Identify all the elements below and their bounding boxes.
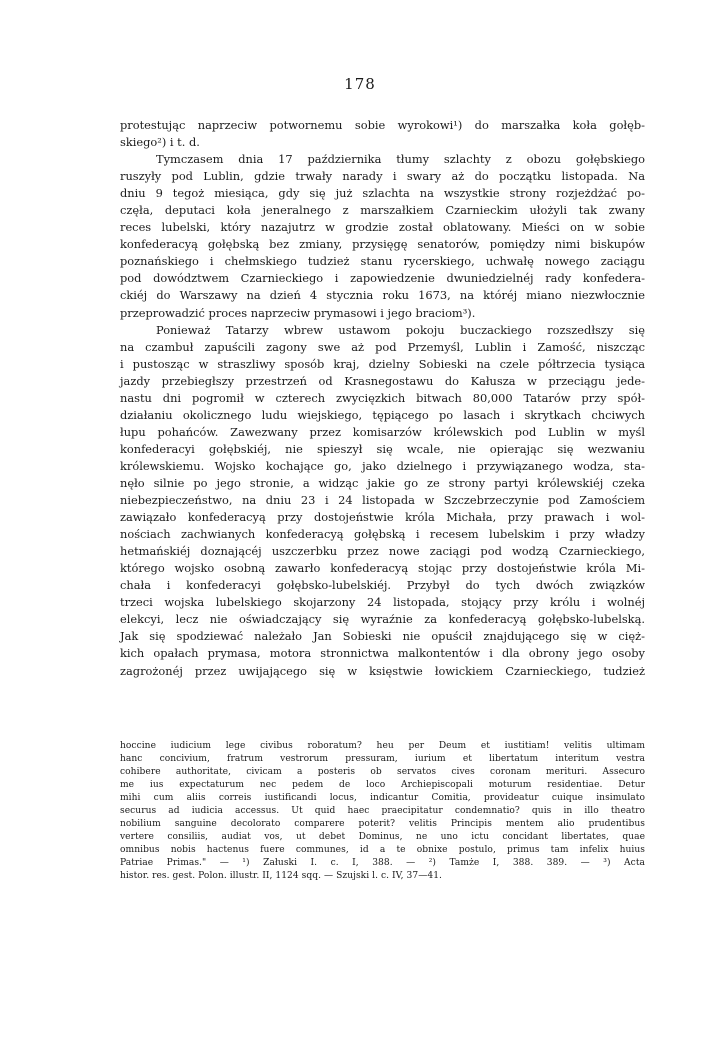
- text-line: Tymczasem dnia 17 października tłumy szlachty z obozu gołębskiego: [156, 152, 645, 167]
- text-line: jazdy przebiegłszy przestrzeń od Krasnegostawu do Kałusza w przeciągu jede-: [120, 373, 645, 388]
- text-line: i pustosząc w straszliwy sposób kraj, dzielny Sobieski na czele półtrzecia tysiąca: [120, 356, 645, 371]
- text-line: reces lubelski, który nazajutrz w grodzie został oblatowany. Mieści on w sobie: [120, 220, 645, 235]
- text-line: ruszyły pod Lublin, gdzie trwały narady i swary aż do początku listopada. Na: [120, 169, 645, 184]
- text-line: poznańskiego i chełmskiego tudzież stanu rycerskiego, uchwałę nowego zaciągu: [120, 254, 645, 269]
- body-text: [120, 117, 645, 680]
- text-line: zawiązało konfederacyą przy dostojeństwie króla Michała, przy prawach i wol-: [120, 510, 645, 525]
- text-line: działaniu okolicznego ludu wiejskiego, tępiącego po lasach i skrytkach chciwych: [120, 407, 645, 422]
- text-line: elekcyi, lecz nie oświadczający się wyraźnie za konfederacyą gołębsko-lubelską.: [120, 612, 645, 627]
- footnote-line: mihi cum aliis correis iustificandi locus, indicantur Comitia, provideatur cuique insimulato: [120, 793, 645, 803]
- footnote-line: Patriae Primas." — ¹) Załuski I. c. I, 388. — ²) Tamże I, 388. 389. — ³) Acta: [120, 858, 645, 868]
- text-line: na czambuł zapuścili zagony swe aż pod Przemyśl, Lublin i Zamość, niszcząc: [120, 339, 645, 354]
- footnote-line: securus ad iudicia accessus. Ut quid haec praecipitatur condemnatio? quis in illo theatro: [120, 806, 645, 816]
- text-line: którego wojsko osobną zawarło konfederacyą stojąc przy dostojeństwie króla Mi-: [120, 561, 645, 576]
- text-line: ckiéj do Warszawy na dzień 4 stycznia roku 1673, na któréj miano niezwłocznie: [120, 288, 645, 303]
- footnote-line: me ius expectaturum nec pedem de loco Archiepiscopali moturum residentiae. Detur: [120, 780, 645, 790]
- text-line: królewskiemu. Wojsko kochające go, jako dzielnego i przywiązanego wodza, sta-: [120, 458, 645, 473]
- text-line: nastu dni pogromił w czterech zwycięzkich bitwach 80,000 Tatarów przy spół-: [120, 390, 645, 405]
- text-line: częła, deputaci koła jeneralnego z marszałkiem Czarnieckim ułożyli tak zwany: [120, 203, 645, 218]
- footnote-line: cohibere authoritate, civicam a posteris ob servatos cives coronam meriturі. Assecuro: [120, 767, 645, 777]
- text-line: niebezpieczeństwo, na dniu 23 i 24 listopada w Szczebrzeczynie pod Zamościem: [120, 493, 645, 508]
- text-line: hetmańskiéj doznającéj uszczerbku przez nowe zaciągi pod wodzą Czarnieckiego,: [120, 544, 645, 559]
- text-line: nęło silnie po jego stronie, a widząc jakie go ze strony partyi królewskiéj czeka: [120, 475, 645, 490]
- text-line: Ponieważ Tatarzy wbrew ustawom pokoju buczackiego rozszedłszy się: [156, 322, 645, 337]
- text-line: zagrożonéj przez uwijającego się w księstwie łowickiem Czarnieckiego, tudzież: [120, 663, 645, 678]
- footnote-line: omnibus nobis hactenus fuere communes, id a te obnixe postulo, primus tam infelix huius: [120, 845, 645, 855]
- footnote-line: histor. res. gest. Polon. illustr. II, 1124 sqq. — Szujski l. c. IV, 37—41.: [120, 871, 442, 881]
- footnotes: [120, 740, 645, 883]
- text-line: chała i konfederacyi gołębsko-lubelskiéj. Przybył do tych dwóch związków: [120, 578, 645, 593]
- text-line: dniu 9 tegoż miesiąca, gdy się już szlachta na wszystkie strony rozjeżdżać po-: [120, 186, 645, 201]
- text-line: przeprowadzić proces naprzeciw prymasowi i jego braciom³).: [120, 305, 476, 320]
- page-number: 178: [344, 75, 376, 93]
- footnote-line: hoccine iudicium lege civibus roboratum? heu per Deum et iustitiam! velitis ultimam: [120, 741, 645, 751]
- text-line: protestując naprzeciw potwornemu sobie wyrokowi¹) do marszałka koła gołęb-: [120, 118, 645, 132]
- text-line: łupu pohańców. Zawezwany przez komisarzów królewskich pod Lublin w myśl: [120, 424, 645, 439]
- text-line: konfederacyą gołębską bez zmiany, przysięgę senatorów, pomiędzy nimi biskupów: [120, 237, 645, 252]
- text-line: trzeci wojska lubelskiego skojarzony 24 listopada, stojący przy królu i wolnéj: [120, 595, 645, 610]
- text-line: konfederacyi gołębskiéj, nie spieszył się wcale, nie opierając się wezwaniu: [120, 441, 645, 456]
- text-line: kich opałach prymasa, motora stronnictwa malkontentów i dla obrony jego osoby: [120, 646, 645, 661]
- text-line: Jak się spodziewać należało Jan Sobieski nie opuścił znajdującego się w cięż-: [120, 629, 645, 644]
- text-line: pod dowództwem Czarnieckiego i zapowiedzenie dwuniedzielnéj rady konfedera-: [120, 271, 645, 286]
- text-line: skiego²) i t. d.: [120, 135, 200, 150]
- footnote-line: vertere consiliis, audiat vos, ut debet Dominus, ne uno ictu concidant libertates, quae: [120, 832, 645, 842]
- text-line: nościach zachwianych konfederacyą gołębską i recesem lubelskim i przy władzy: [120, 527, 645, 542]
- footnote-line: hanc concivium, fratrum vestrorum pressuram, iurium et libertatum interitum vestra: [120, 754, 645, 764]
- footnote-line: nobilium sanguine decolorato comparere poterit? velitis Principis mentem alio prudentibus: [120, 819, 645, 829]
